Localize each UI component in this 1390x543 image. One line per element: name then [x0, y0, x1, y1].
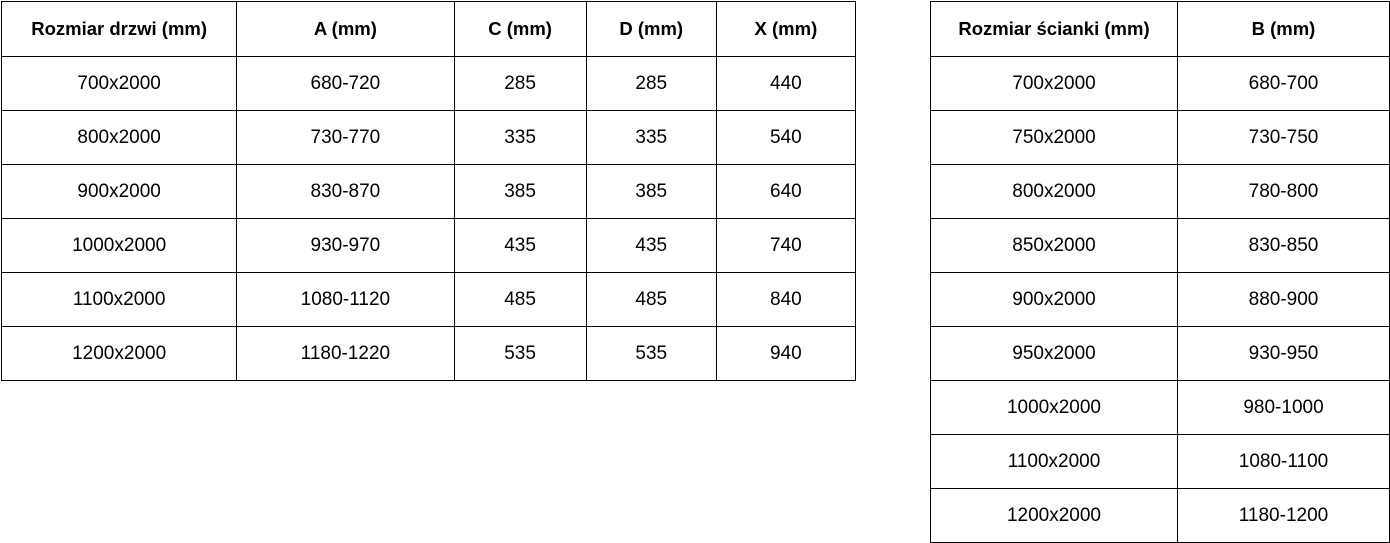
door-size-table — [1, 1, 856, 381]
cell-wall-size: 1100x2000 — [931, 435, 1178, 489]
cell-wall-size: 1200x2000 — [931, 489, 1178, 543]
column-header-d: D (mm) — [586, 2, 716, 57]
cell-b: 780-800 — [1178, 165, 1390, 219]
table-row — [2, 273, 856, 327]
cell-door-size: 1000x2000 — [2, 219, 237, 273]
cell-b: 680-700 — [1178, 57, 1390, 111]
cell-a: 1180-1220 — [237, 327, 454, 381]
cell-x: 540 — [716, 111, 855, 165]
cell-x: 940 — [716, 327, 855, 381]
cell-wall-size: 1000x2000 — [931, 381, 1178, 435]
cell-c: 435 — [454, 219, 586, 273]
table-row — [931, 435, 1390, 489]
table-row — [931, 219, 1390, 273]
cell-d: 285 — [586, 57, 716, 111]
table-row — [931, 327, 1390, 381]
cell-d: 385 — [586, 165, 716, 219]
cell-c: 335 — [454, 111, 586, 165]
cell-x: 640 — [716, 165, 855, 219]
column-header-door-size: Rozmiar drzwi (mm) — [2, 2, 237, 57]
cell-c: 485 — [454, 273, 586, 327]
table-row — [2, 327, 856, 381]
cell-x: 440 — [716, 57, 855, 111]
cell-d: 335 — [586, 111, 716, 165]
table-row — [2, 165, 856, 219]
table-row — [2, 57, 856, 111]
cell-b: 1180-1200 — [1178, 489, 1390, 543]
cell-a: 730-770 — [237, 111, 454, 165]
table-row — [931, 273, 1390, 327]
cell-door-size: 700x2000 — [2, 57, 237, 111]
cell-wall-size: 800x2000 — [931, 165, 1178, 219]
table-header-row — [2, 2, 856, 57]
cell-x: 740 — [716, 219, 855, 273]
cell-door-size: 900x2000 — [2, 165, 237, 219]
cell-door-size: 1200x2000 — [2, 327, 237, 381]
cell-d: 535 — [586, 327, 716, 381]
cell-c: 535 — [454, 327, 586, 381]
column-header-c: C (mm) — [454, 2, 586, 57]
cell-d: 485 — [586, 273, 716, 327]
cell-b: 1080-1100 — [1178, 435, 1390, 489]
cell-b: 930-950 — [1178, 327, 1390, 381]
cell-b: 880-900 — [1178, 273, 1390, 327]
cell-wall-size: 900x2000 — [931, 273, 1178, 327]
cell-b: 980-1000 — [1178, 381, 1390, 435]
table-header-row — [931, 2, 1390, 57]
cell-wall-size: 750x2000 — [931, 111, 1178, 165]
table-row — [931, 381, 1390, 435]
table-row — [931, 57, 1390, 111]
cell-d: 435 — [586, 219, 716, 273]
column-header-b: B (mm) — [1178, 2, 1390, 57]
table-row — [931, 489, 1390, 543]
table-row — [931, 111, 1390, 165]
cell-a: 1080-1120 — [237, 273, 454, 327]
column-header-a: A (mm) — [237, 2, 454, 57]
cell-c: 285 — [454, 57, 586, 111]
cell-door-size: 1100x2000 — [2, 273, 237, 327]
cell-x: 840 — [716, 273, 855, 327]
cell-door-size: 800x2000 — [2, 111, 237, 165]
wall-size-table — [930, 1, 1390, 543]
cell-wall-size: 950x2000 — [931, 327, 1178, 381]
cell-wall-size: 700x2000 — [931, 57, 1178, 111]
cell-a: 680-720 — [237, 57, 454, 111]
cell-a: 930-970 — [237, 219, 454, 273]
table-row — [2, 111, 856, 165]
cell-c: 385 — [454, 165, 586, 219]
table-row — [2, 219, 856, 273]
table-row — [931, 165, 1390, 219]
cell-a: 830-870 — [237, 165, 454, 219]
cell-wall-size: 850x2000 — [931, 219, 1178, 273]
cell-b: 730-750 — [1178, 111, 1390, 165]
cell-b: 830-850 — [1178, 219, 1390, 273]
column-header-wall-size: Rozmiar ścianki (mm) — [931, 2, 1178, 57]
column-header-x: X (mm) — [716, 2, 855, 57]
